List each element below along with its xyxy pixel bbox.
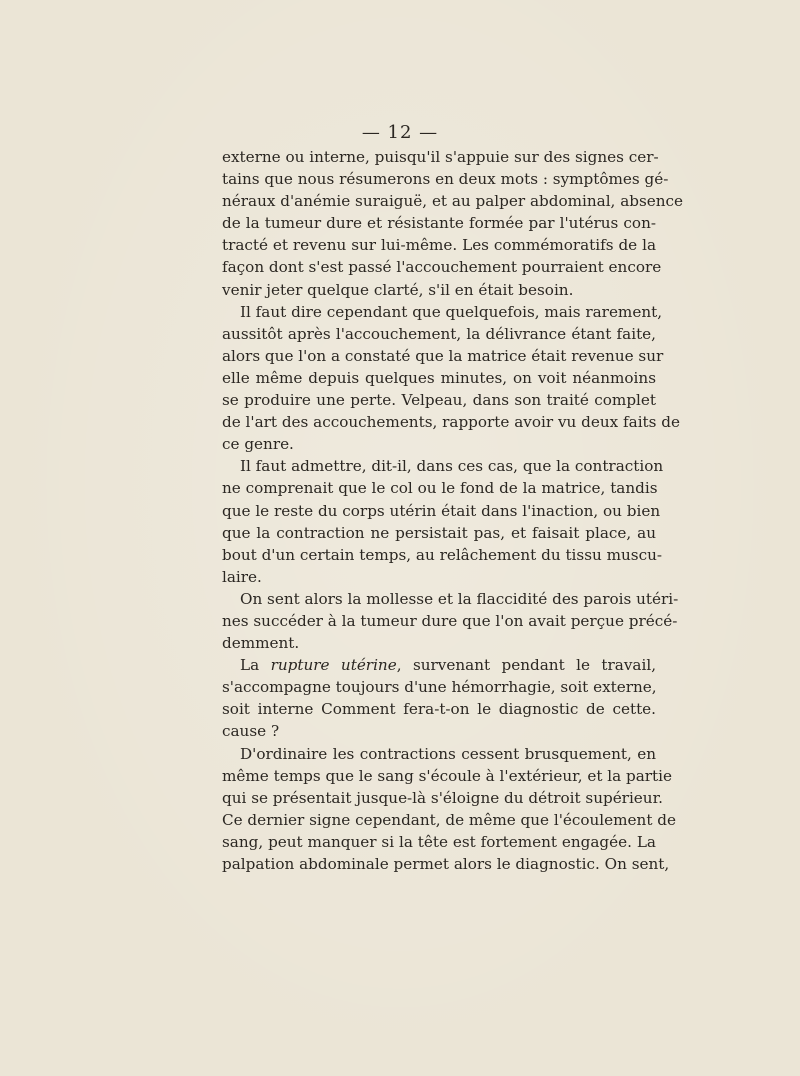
text-line: Il faut admettre, dit-il, dans ces cas, que la contraction — [240, 457, 664, 476]
text-line: de la tumeur dure et résistante formée par l'utérus con- — [222, 214, 656, 233]
text-line: néraux d'anémie suraiguë, et au palper abdominal, absence — [222, 192, 684, 211]
text-line: s'accompagne toujours d'une hémorrhagie, soit externe, — [222, 678, 657, 697]
text-line: qui se présentait jusque-là s'éloigne du détroit supérieur. — [222, 788, 663, 807]
text-line-italic: La rupture utérine, survenant pendant le travail, — [240, 656, 657, 675]
page-number: — 12 — — [361, 122, 439, 143]
text-line: que la contraction ne persistait pas, et faisait place, au — [222, 523, 656, 542]
text-line: palpation abdominale permet alors le diagnostic. On sent, — [222, 855, 670, 873]
text-line: Ce dernier signe cependant, de même que l'écoulement de — [222, 810, 676, 829]
text-line: que le reste du corps utérin était dans l'inaction, ou bien — [222, 501, 661, 520]
text-line: externe ou interne, puisqu'il s'appuie sur des signes cer- — [222, 148, 659, 166]
text-line: laire. — [222, 567, 262, 586]
text-line: aussitôt après l'accouchement, la délivrance étant faite, — [222, 324, 656, 343]
text-line: cause ? — [222, 722, 280, 741]
text-line: ne comprenait que le col ou le fond de la matrice, tandis — [222, 479, 658, 498]
text-line: On sent alors la mollesse et la flaccidité des parois utéri- — [240, 589, 679, 608]
text-line: nes succéder à la tumeur dure que l'on avait perçue précé- — [222, 611, 678, 630]
text-line: elle même depuis quelques minutes, on voit néanmoins — [222, 368, 656, 387]
text-line: façon dont s'est passé l'accouchement pourraient encore — [222, 258, 662, 277]
text-line: bout d'un certain temps, au relâchement du tissu muscu- — [222, 545, 662, 564]
text-line: tracté et revenu sur lui-même. Les commémoratifs de la — [222, 236, 656, 255]
text-line: sang, peut manquer si la tête est fortement engagée. La — [222, 832, 656, 851]
text-line: tains que nous résumerons en deux mots : symptômes gé- — [222, 170, 669, 189]
text-line: Il faut dire cependant que quelquefois, mais rarement, — [240, 302, 663, 321]
text-line: de l'art des accouchements, rapporte avoir vu deux faits de — [222, 413, 680, 432]
text-line: même temps que le sang s'écoule à l'extérieur, et la partie — [222, 766, 673, 785]
text-line: D'ordinaire les contractions cessent brusquement, en — [240, 744, 656, 763]
text-line: soit interne Comment fera-t-on le diagnostic de cette. — [222, 700, 656, 719]
text-line: se produire une perte. Velpeau, dans son traité complet — [222, 391, 656, 410]
body-text — [222, 146, 684, 875]
text-line: ce genre. — [222, 435, 294, 454]
text-line: alors que l'on a constaté que la matrice était revenue sur — [222, 346, 664, 365]
text-line: venir jeter quelque clarté, s'il en était besoin. — [222, 280, 574, 299]
text-line: demment. — [222, 634, 300, 653]
